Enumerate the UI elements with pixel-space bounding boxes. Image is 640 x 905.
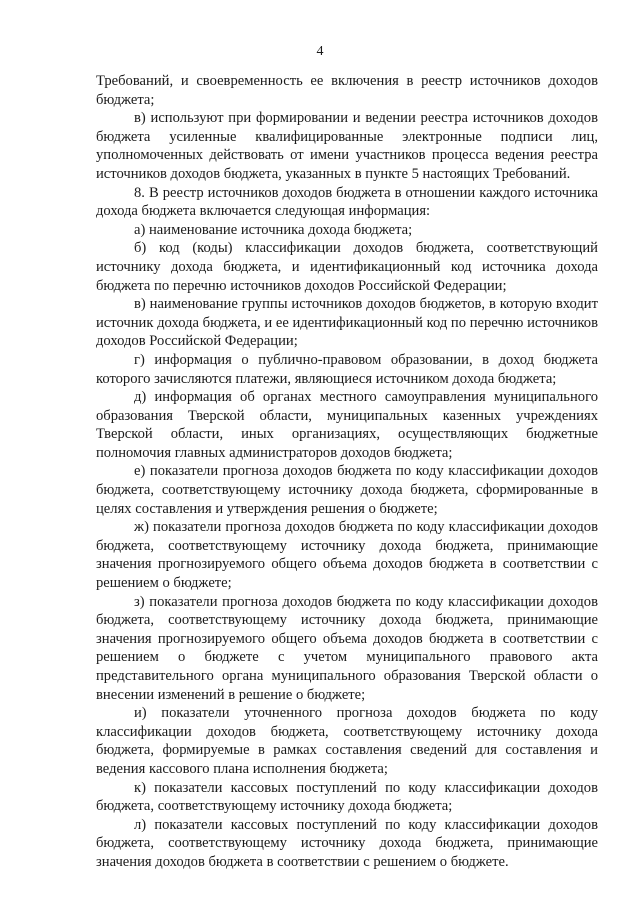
paragraph-item-a: а) наименование источника дохода бюджета; <box>134 221 413 238</box>
paragraph-item-v2: в) наименование группы источников доходов бюджетов, в которую входит источник дохода бюджета, и ее идентификационный код по перечню источников доходов Российской Федерации; <box>96 296 598 350</box>
paragraph-item-b: б) код (коды) классификации доходов бюджета, соответствующий источнику дохода бюджета, и идентификационный код источника дохода бюджета по перечню источников доходов Российской Федерации; <box>96 240 598 294</box>
paragraph-item-z: з) показатели прогноза доходов бюджета по коду классификации доходов бюджета, соответствующему источнику дохода бюджета, принимающие значения прогнозируемого общего объема доходов бюджета в соответствии с решением о бюджете с учетом муниципального правового акта представительного органа муниципального образования Тверской области о внесении изменений в решение о бюджете; <box>96 593 598 703</box>
paragraph-item-l: л) показатели кассовых поступлений по коду классификации доходов бюджета, соответствующему источнику дохода бюджета, принимающие значения доходов бюджета в соответствии с решением о бюджете. <box>96 816 598 870</box>
paragraph-continuation: Требований, и своевременность ее включения в реестр источников доходов бюджета; <box>96 73 598 108</box>
paragraph-item-v: в) используют при формировании и ведении реестра источников доходов бюджета усиленные квалифицированные электронные подписи лиц, уполномоченных действовать от имени участников процесса ведения реестра источников доходов бюджета, указанных в пункте 5 настоящих Требований. <box>96 110 598 182</box>
paragraph-section-8: 8. В реестр источников доходов бюджета в отношении каждого источника дохода бюджета включается следующая информация: <box>96 184 598 220</box>
paragraph-item-i: и) показатели уточненного прогноза доходов бюджета по коду классификации доходов бюджета, соответствующему источнику дохода бюджета, формируемые в рамках составления сведений для составления и ведения кассового плана исполнения бюджета; <box>96 705 598 777</box>
page-number: 4 <box>316 44 324 59</box>
paragraph-item-zh: ж) показатели прогноза доходов бюджета по коду классификации доходов бюджета, соответствующему источнику дохода бюджета, принимающие значения прогнозируемого общего объема доходов бюджета в соответствии с решением о бюджете; <box>96 519 598 592</box>
paragraph-item-k: к) показатели кассовых поступлений по коду классификации доходов бюджета, соответствующему источнику дохода бюджета; <box>96 779 598 815</box>
paragraph-item-e: е) показатели прогноза доходов бюджета по коду классификации доходов бюджета, соответствующему источнику дохода бюджета, сформированные в целях составления и утверждения решения о бюджете; <box>96 463 598 517</box>
document-body <box>96 72 598 872</box>
paragraph-item-g: г) информация о публично-правовом образовании, в доход бюджета которого зачисляются платежи, являющиеся источником дохода бюджета; <box>96 351 598 387</box>
paragraph-item-d: д) информация об органах местного самоуправления муниципального образования Тверской области, муниципальных казенных учреждениях Тверской области, иных организациях, осуществляющих бюджетные полномочия главных администраторов доходов бюджета; <box>96 389 598 461</box>
